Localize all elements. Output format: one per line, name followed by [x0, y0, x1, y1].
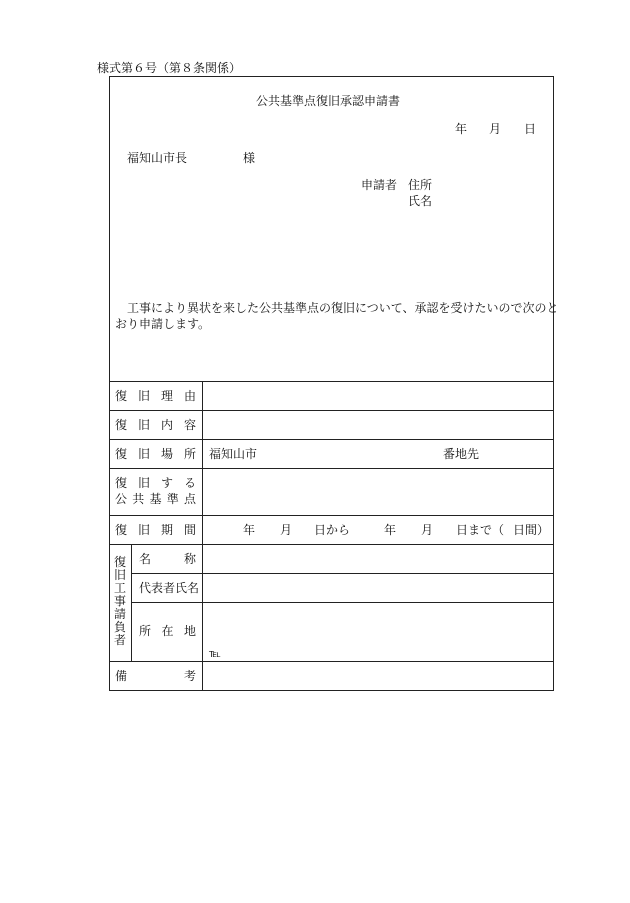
body-text-line2: おり申請します。 — [115, 317, 211, 331]
divider — [109, 381, 554, 382]
body-text-line1: 工事により異状を来した公共基準点の復旧について、承認を受けたいので次のと — [127, 301, 559, 315]
date-month: 月 — [489, 122, 502, 136]
location-label: 復 旧 場 所 — [115, 447, 196, 461]
date-year: 年 — [455, 122, 468, 136]
divider — [131, 602, 554, 603]
divider — [131, 573, 554, 574]
form-title: 公共基準点復旧承認申請書 — [256, 94, 401, 108]
period-label: 復 旧 期 間 — [115, 523, 196, 537]
applicant-name-label: 氏名 — [408, 194, 433, 208]
form-frame — [109, 76, 554, 691]
period-day-until: 日まで（ — [456, 523, 505, 537]
location-city: 福知山市 — [209, 447, 258, 461]
reason-label: 復 旧 理 由 — [115, 389, 196, 403]
divider — [109, 515, 554, 516]
addressee-honorific: 様 — [243, 151, 256, 165]
period-day-from: 日から — [314, 523, 351, 537]
applicant-label: 申請者 — [361, 178, 398, 192]
contractor-address-label: 所 在 地 — [139, 624, 196, 638]
contractor-name-label: 名 称 — [139, 552, 196, 566]
location-suffix: 番地先 — [443, 447, 480, 461]
point-label-line2: 公 共 基 準 点 — [115, 492, 196, 506]
addressee-name: 福知山市長 — [127, 151, 188, 165]
divider — [109, 439, 554, 440]
column-divider — [202, 381, 203, 691]
applicant-address-label: 住所 — [408, 178, 433, 192]
tel-symbol: ℡ — [209, 647, 221, 660]
divider — [109, 468, 554, 469]
date-day: 日 — [524, 122, 537, 136]
content-label: 復 旧 内 容 — [115, 418, 196, 432]
contractor-rep-label: 代表者氏名 — [139, 581, 200, 595]
contractor-group-label: 復 旧 工 事 請 負 者 — [113, 555, 126, 647]
period-month-until: 月 — [421, 523, 434, 537]
form-number: 様式第６号（第８条関係） — [97, 61, 242, 75]
divider — [109, 661, 554, 662]
remarks-label: 備 考 — [115, 669, 196, 683]
period-year-until: 年 — [384, 523, 397, 537]
column-divider — [131, 544, 132, 661]
point-label-line1: 復 旧 す る — [115, 476, 196, 490]
divider — [109, 410, 554, 411]
period-days: 日間） — [513, 523, 550, 537]
divider — [109, 544, 554, 545]
period-month-from: 月 — [280, 523, 293, 537]
period-year-from: 年 — [243, 523, 256, 537]
